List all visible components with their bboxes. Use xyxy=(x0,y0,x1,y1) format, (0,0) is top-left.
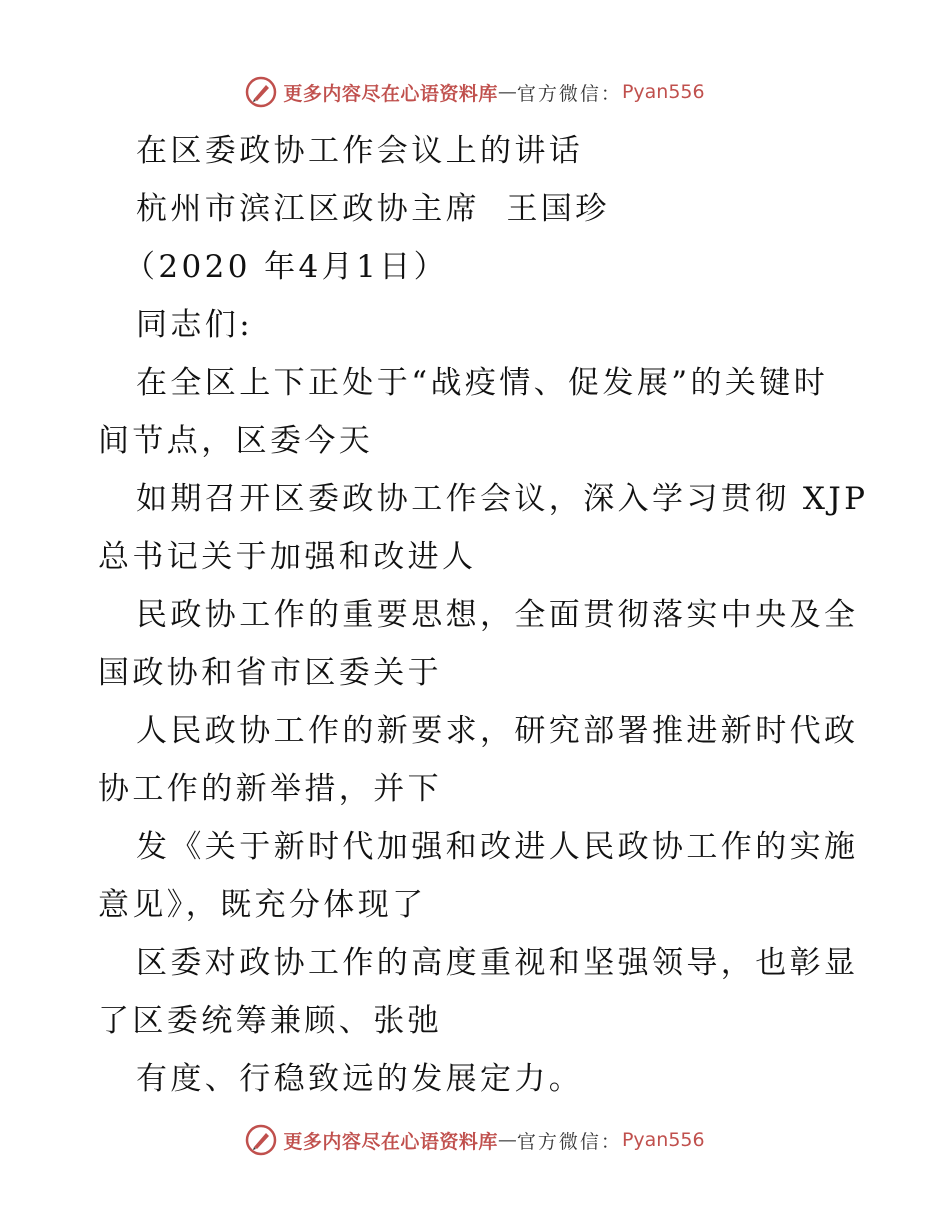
watermark-sub-text: 官方微信： xyxy=(516,1130,622,1153)
header-watermark xyxy=(0,72,950,112)
document-author: 杭州市滨江区政协主席 王国珍 xyxy=(136,191,610,227)
watermark-dash: — xyxy=(497,81,517,103)
body-line: 区委对政协工作的高度重视和坚强领导，也彰显 xyxy=(136,945,859,981)
document-body xyxy=(98,122,869,1108)
footer-watermark xyxy=(0,1120,950,1160)
body-line: 民政协工作的重要思想，全面贯彻落实中央及全 xyxy=(136,597,859,633)
document-greeting: 同志们: xyxy=(136,307,254,343)
body-line: 人民政协工作的新要求，研究部署推进新时代政 xyxy=(136,713,859,749)
body-line: 在全区上下正处于“战疫情、促发展”的关键时 xyxy=(136,365,829,401)
watermark-dash: — xyxy=(497,1129,517,1151)
body-line: 发《关于新时代加强和改进人民政协工作的实施 xyxy=(136,829,859,865)
watermark-wechat-id: Pyan556 xyxy=(621,1129,705,1151)
body-line: 国政协和省市区委关于 xyxy=(98,655,442,691)
watermark-wechat-id: Pyan556 xyxy=(621,81,705,103)
body-line: 如期召开区委政协工作会议，深入学习贯彻 XJP xyxy=(136,481,869,517)
body-line: 意见》，既充分体现了 xyxy=(98,887,427,923)
document-date: （2020 年4月1日） xyxy=(124,249,448,285)
quill-pen-icon xyxy=(245,76,277,108)
body-line: 协工作的新举措，并下 xyxy=(98,771,442,807)
body-line: 了区委统筹兼顾、张弛 xyxy=(98,1003,442,1039)
watermark-main-text: 更多内容尽在心语资料库 xyxy=(283,82,498,105)
body-line: 总书记关于加强和改进人 xyxy=(98,539,477,575)
body-line: 间节点，区委今天 xyxy=(98,423,374,459)
watermark-main-text: 更多内容尽在心语资料库 xyxy=(283,1130,498,1153)
watermark-sub-text: 官方微信： xyxy=(516,82,622,105)
body-line: 有度、行稳致远的发展定力。 xyxy=(136,1061,584,1097)
quill-pen-icon xyxy=(245,1124,277,1156)
document-title: 在区委政协工作会议上的讲话 xyxy=(136,133,584,169)
